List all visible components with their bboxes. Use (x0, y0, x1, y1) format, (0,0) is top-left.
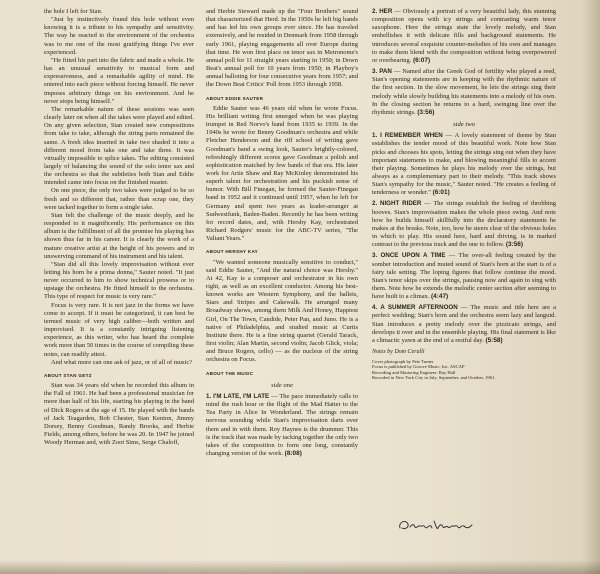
paragraph: Stan felt the challenge of the music deeply, and he responded to it magnificently. His performance on this album is the fulfillment of all the promise his playing has shown thus far in his career. It is clearly the work of a mature creative artist at the height of his powers and in unswerving command of his instrument and his talent. (44, 211, 194, 260)
paragraph: The remarkable nature of these sessions was seen clearly later on when all the takes were played and edited. On any given selection, Stan created new compositions from take to take, although the string parts remained the same. A fresh idea inserted in take two shaded it into a different mood from take one and take three. It was virtually impossible to splice takes. The editing consisted largely of balancing the sound of the solo tenor sax and the orchestra so that the subtleties both Stan and Eddie intended came into focus on the finished master. (44, 105, 194, 187)
track-number: 1. (206, 392, 212, 400)
paragraph: And what more can one ask of jazz, or of all of music? (51, 358, 193, 366)
track-duration: (6:07) (412, 56, 431, 64)
track-entry (372, 304, 556, 345)
track-duration: (3:56) (505, 241, 524, 249)
paragraph: the hole I left for Stan. (44, 8, 103, 15)
credit-line: Recorded in New York City in July, September, and October, 1961. (372, 375, 496, 381)
track-description: — Named after the Greek God of fertility who played a reed, Stan's opening statements are in keeping with the rhythmic nature of the first section. In the slow movement, he lets the strings sing their melody while slowly building his statements into a melody of his own. In the closing section he returns to a hard, swinging line over the rhythmic strings. (372, 68, 557, 116)
track-entry (372, 200, 556, 249)
track-description: — Obviously a portrait of a very beautiful lady, this stunning composition opens with icy strings and contrasting warm tenor saxophone. Here the strings state the lovely melody, and Stan embellishes it with delicate fills and background statements. He introduces several exquisite counter-melodies of his own and manages to make them blend with the composition without being overpowered or overbearing. (372, 8, 557, 64)
track-title: ONCE UPON A TIME (380, 252, 446, 260)
track-number: 4. (372, 304, 378, 312)
track-title: I REMEMBER WHEN (380, 132, 443, 140)
notes-author: Notes by Dom Cerulli (372, 349, 425, 356)
credit-line: Recording and Mastering Engineer: Ray Hall (372, 369, 456, 375)
section-heading-eddie-sauter: ABOUT EDDIE SAUTER (206, 95, 264, 101)
column-one (44, 8, 194, 447)
paragraph: Stan was 34 years old when he recorded this album in the Fall of 1961. He had been a professional musician for more than half of his life, starting his playing in the band of Dick Rogers at the age of 15. He played with the bands of Jack Teagarden, Bob Chester, Stan Kenton, Jimmy Dorsey, Benny Goodman, Randy Brooks, and Herbie Fields, among others, before he was 20. In 1947 he joined Woody Herman and, with Zoot Sims, Serge Chaloff, (44, 382, 194, 447)
track-entry (372, 8, 556, 65)
track-description: — The music and title here are a perfect wedding; Stan's horn and the orchestra seem lazy and languid. Stan introduces a pretty melody over the pizzicato strings, and develops it over and in the ensemble playing. His final statement is like a climactic yawn at the end of a restful day. (372, 304, 556, 344)
section-heading-stan-getz: ABOUT STAN GETZ (44, 372, 92, 378)
sleeve-bottom-edge (0, 560, 600, 574)
track-entry (372, 252, 556, 301)
track-title: PAN (379, 68, 392, 76)
credit-line: Focus is published by Groove Music, Inc. ASCAP (372, 364, 465, 370)
track-entry (206, 393, 358, 458)
track-number: 3. (372, 68, 378, 76)
column-three (372, 8, 556, 381)
track-duration: (6:01) (432, 189, 450, 197)
track-duration: (5:58) (485, 336, 503, 344)
track-entry (372, 68, 556, 117)
track-entry (372, 132, 556, 197)
section-heading-hershy-kay: ABOUT HERSHY KAY (206, 249, 259, 255)
paragraph: Eddie Sauter was 46 years old when he wrote Focus. His brilliant writing first emerged when he was playing trumpet in Red Norvo's band from 1935 to 1939. In the 1940s he wrote for Benny Goodman's orchestra and while Fletcher Henderson and the riff school of writing gave Goodman's band a swing look, Sauter's brightly-colored, refreshingly different scores gave Goodman a polish and sophistication matched by few bands of that era. His later work for Artie Shaw and Ray McKinley demonstrated his superb talent for orchestration and his puckish sense of humor. With Bill Finegan, he formed the Sauter-Finegan band in 1952 and it continued until 1957, when he left for Germany and spent two years as leader-arranger at Sudwestfunk, Baden-Baden. Recently he has been writing for record dates, and, with Hershy Kay, orchestrated Richard Rodgers' music for the ABC-TV series, "The Valiant Years." (206, 104, 358, 243)
track-title: I'M LATE, I'M LATE (213, 392, 270, 400)
column-two (206, 8, 358, 461)
paragraph: Focus is very rare. It is not jazz in the forms we have come to accept. If it must be categorized, it can best be termed music of very high caliber—both written and improvised. It is a constantly intriguing listening experience, as this writer, who has heard the complete work more than 50 times in the course of compiling these notes, can readily attest. (44, 301, 194, 358)
track-number: 2. (372, 8, 378, 15)
track-number: 3. (372, 252, 378, 260)
section-heading-music: ABOUT THE MUSIC (206, 370, 254, 376)
producer-signature (396, 516, 476, 534)
paragraph: "Just by instinctively found this hole without even knowing it is a tribute to his sympathy and sensitivity. The way he reacted to the environment of the orchestra was to me one of the most gratifying things I've ever experienced. (44, 16, 194, 56)
paragraph: "He fitted his part into the fabric and made a whole. He has an unusual sensitivity to musical form and expressiveness, and a remarkable agility of mind. He entered into each piece without forcing himself. He never imposes arbitrary things on his environment. And he never stops being himself." (44, 56, 194, 105)
credit-line: Cover photograph by Pete Turner (372, 358, 434, 364)
side-two-label: side two (453, 121, 475, 129)
track-description: — The strings establish the feeling of throbbing hooves. Stan's improvisation makes the whole piece swing. And note how he builds himself skillfully into the declaratory statements he makes at the breaks. Note, too, how he steers clear of the obvious holes in which to play. His sound here, hard and driving, is in marked contrast to the previous track and the one to follow. (372, 200, 557, 249)
paragraph: "We wanted someone musically sensitive to conduct," said Eddie Sauter, "And the natural choice was Hershy." At 42, Kay is a composer and orchestrator in his own right, as well as an excellent conductor. Among his best-known works are Western Symphony, and the ballets, Stars and Stripes and Cakewalk. He arranged many Broadway shows, among them Milk And Honey, Happiest Girl, On The Town, Candide, Peter Pan, and Juno. He is a native of Philadelphia, and studied music at Curtis Institute there. He is a fine string quartet (Gerald Tarack, first violin; Alan Martin, second violin; Jacob Glick, viola; and Bruce Rogers, cello) — as the nucleus of the string orchestra on Focus. (206, 258, 358, 364)
track-duration: (8:08) (284, 449, 302, 457)
track-duration: (4:47) (431, 293, 449, 301)
track-description: — A lovely statement of theme by Stan establishes the tender mood of this beautiful work. Note how Stan picks and chooses his spots, letting the strings sing out when they have important statements to make, and blowing meaningful fills to accent their playing. Sometimes he plays his melody over the strings, but always as a complementary part to their melody. "This track shows Stan's sympathy for the music," Sauter noted. "He creates a feeling of tenderness or wonder." (372, 132, 557, 197)
paragraph: On one piece, the only two takes were judged to be so fresh and so different that, rather than scrap one, they were tacked together to form a single take. (44, 187, 194, 211)
notes-credit (372, 349, 556, 357)
production-credits (372, 359, 556, 381)
track-description: — The pace immediately calls to mind the rush hour or the flight of the Mad Hatter to the Tea Party in Alice In Wonderland. The strings remain nervous sounding while Stan's improvisation darts over them and in with them. Roy Haynes is the drummer. This is the track that was made by tacking together the only two takes of the composition to form one long, constantly changing version of the work. (206, 392, 358, 457)
track-number: 1. (372, 132, 378, 140)
paragraph: and Herbie Steward made up the "Four Brothers" sound that characterized that Herd. In the 1950s he left big bands and has led his own groups ever since. He has traveled extensively, and he resided in Denmark from 1958 through early 1961, playing engagements all over Europe during that time. He won first place on tenor sax in Metronome's annual poll for 11 straight years starting in 1950; in Down Beat's annual poll for 10 years from 1950; in Playboy's annual balloting for four consecutive years from 1957; and the Down Beat Critics' Poll from 1953 through 1958. (206, 8, 358, 89)
track-title: HER (379, 8, 393, 15)
side-one-label: side one (271, 381, 293, 389)
track-description: — The over-all feeling created by the somber introduction and muted sound of Stan's horn at the start is of a fairy tale setting. The loping figures that follow continue the mood. Stan's tenor skips over the strings, pausing now and again to sing with them. Note how he extends the melodic center section after seeming to have built to a climax. (372, 252, 556, 301)
track-title: NIGHT RIDER (379, 200, 422, 208)
track-title: A SUMMER AFTERNOON (380, 304, 458, 312)
track-duration: (3:56) (417, 108, 435, 116)
paragraph: "Stan did all this lovely improvisation without ever letting his horn be a prima donna," Sauter noted. "It just never occurred to him to show technical prowess or to upstage the orchestra. He fitted himself to the orchestra. This type of respect for music is very rare." (44, 260, 194, 301)
track-number: 2. (372, 200, 378, 208)
